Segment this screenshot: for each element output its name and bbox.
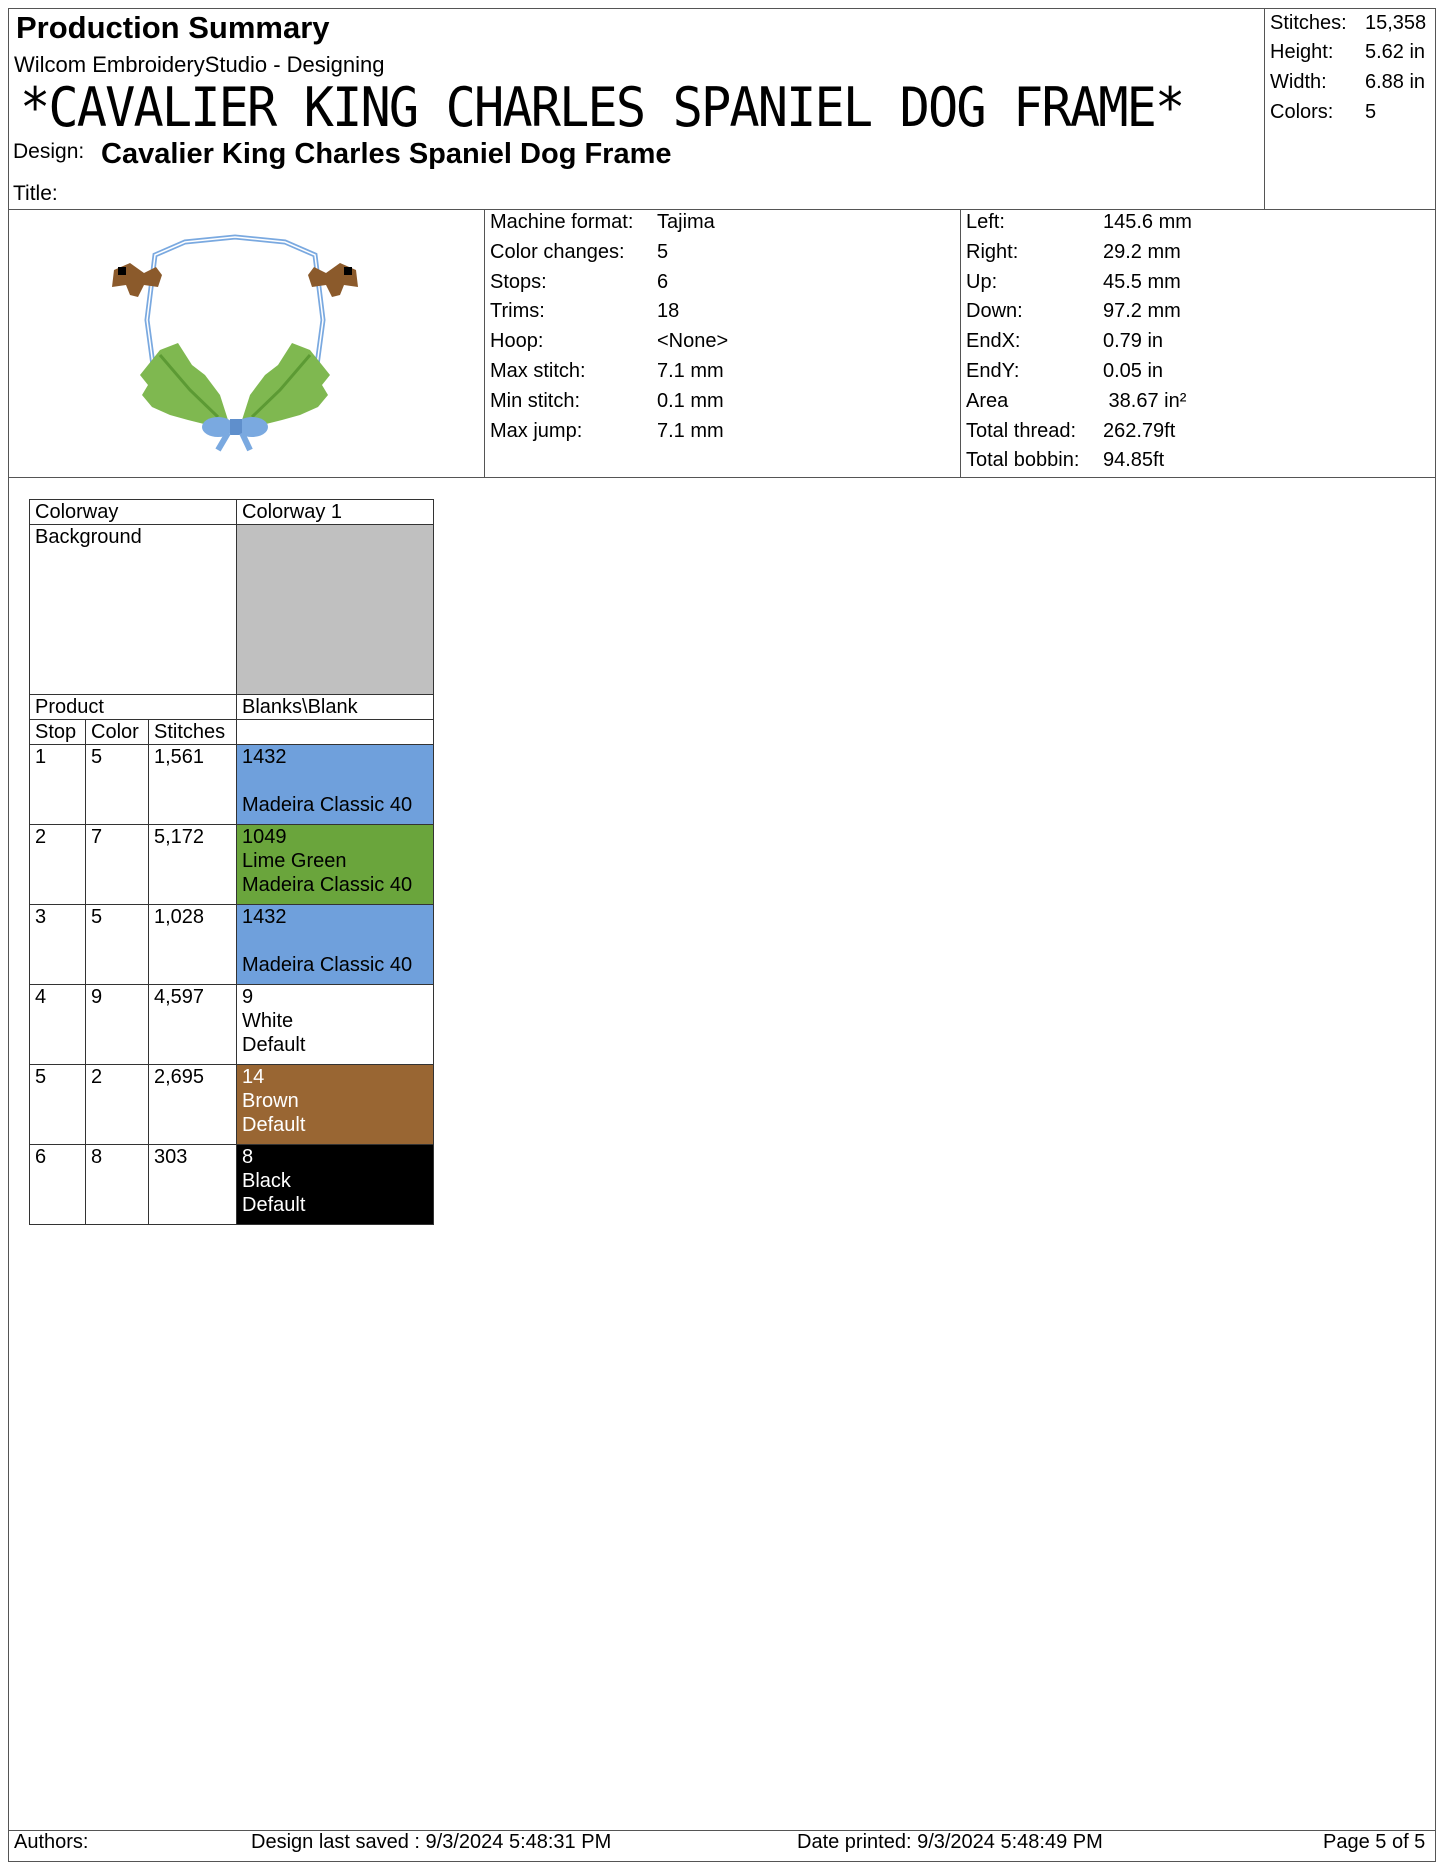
software-name: Wilcom EmbroideryStudio - Designing (14, 52, 385, 77)
header-divider (8, 209, 1436, 210)
dimension-value: 29.2 mm (1103, 240, 1181, 263)
report-title: Production Summary (16, 10, 330, 45)
colors-label: Colors: (1270, 101, 1334, 123)
thread-swatch (237, 985, 434, 1065)
machine-spec-label: Max jump: (490, 419, 583, 442)
thread-swatch (237, 905, 434, 985)
dimension-label: Down: (966, 300, 1023, 323)
stop-stop: 4 (30, 985, 86, 1065)
stop-row (30, 745, 434, 825)
height-value: 5.62 in (1365, 41, 1426, 63)
machine-spec-value: Tajima (657, 211, 715, 233)
stop-color: 2 (86, 1065, 149, 1145)
machine-spec-value: 5 (657, 240, 669, 263)
thread-name: Black (242, 1170, 291, 1192)
info-divider (8, 477, 1436, 478)
stop-row (30, 825, 434, 905)
stop-stitches: 5,172 (149, 825, 237, 905)
product-row (30, 695, 434, 720)
design-preview-image (100, 225, 370, 470)
thread-swatch (237, 745, 434, 825)
footer-page-number: Page 5 of 5 (1323, 1831, 1426, 1853)
machine-spec-label: Color changes: (490, 240, 625, 263)
dimension-label: Up: (966, 270, 998, 293)
summary-divider (1264, 8, 1265, 209)
machine-spec-label: Machine format: (490, 211, 634, 233)
stop-stop: 2 (30, 825, 86, 905)
thread-brand: Default (242, 1194, 306, 1216)
machine-spec-value: 0.1 mm (657, 389, 724, 412)
design-label: Design: (13, 140, 85, 163)
stop-row (30, 985, 434, 1065)
product-value: Blanks\Blank (237, 695, 434, 720)
stop-stop: 5 (30, 1065, 86, 1145)
thread-code: 1432 (242, 906, 287, 928)
machine-spec-value: 6 (657, 270, 669, 293)
thread-name: White (242, 1010, 294, 1032)
thread-swatch (237, 1145, 434, 1225)
machine-spec-value: <None> (657, 330, 729, 353)
dimension-value: 45.5 mm (1103, 270, 1181, 293)
design-name-banner: *CAVALIER KING CHARLES SPANIEL DOG FRAME* (20, 76, 1184, 139)
stop-stitches: 303 (149, 1145, 237, 1225)
footer-last-saved: Design last saved : 9/3/2024 5:48:31 PM (251, 1831, 612, 1853)
stop-color: 7 (86, 825, 149, 905)
background-swatch (237, 525, 434, 695)
thread-name: Lime Green (242, 850, 347, 872)
col-color-header: Color (86, 720, 149, 745)
machine-spec-label: Max stitch: (490, 360, 586, 382)
stop-row (30, 1065, 434, 1145)
colorway-value: Colorway 1 (237, 500, 434, 525)
dimension-label: Right: (966, 240, 1019, 263)
product-label: Product (30, 695, 237, 720)
dimension-label: Total bobbin: (966, 449, 1080, 472)
stop-stitches: 2,695 (149, 1065, 237, 1145)
stop-stop: 1 (30, 745, 86, 825)
stop-color: 5 (86, 905, 149, 985)
stop-stitches: 1,028 (149, 905, 237, 985)
machine-spec-value: 7.1 mm (657, 360, 724, 382)
stop-color: 5 (86, 745, 149, 825)
thread-code: 1049 (242, 826, 287, 848)
thread-code: 1432 (242, 746, 287, 768)
dimension-value: 0.79 in (1103, 330, 1164, 353)
thread-name (242, 769, 428, 793)
preview-divider (484, 209, 485, 477)
stop-row (30, 1145, 434, 1225)
dimension-value: 262.79ft (1103, 419, 1176, 442)
thread-brand: Default (242, 1034, 306, 1056)
stop-stop: 6 (30, 1145, 86, 1225)
dimension-label: Total thread: (966, 419, 1077, 442)
stop-color: 8 (86, 1145, 149, 1225)
thread-swatch (237, 825, 434, 905)
footer-divider (8, 1830, 1436, 1831)
height-label: Height: (1270, 41, 1334, 63)
col-thread-header (237, 720, 434, 745)
machine-spec-label: Trims: (490, 300, 545, 323)
width-value: 6.88 in (1365, 71, 1426, 93)
col-stitches-header: Stitches (149, 720, 237, 745)
stop-color: 9 (86, 985, 149, 1065)
stop-stitches: 1,561 (149, 745, 237, 825)
thread-swatch (237, 1065, 434, 1145)
footer-date-printed: Date printed: 9/3/2024 5:48:49 PM (797, 1831, 1103, 1853)
dimension-value: 38.67 in² (1103, 389, 1187, 412)
thread-name (242, 929, 428, 953)
stop-stop: 3 (30, 905, 86, 985)
stop-row (30, 905, 434, 985)
thread-brand: Madeira Classic 40 (242, 954, 413, 976)
dimension-label: Area (966, 389, 1009, 412)
machine-spec-label: Min stitch: (490, 389, 581, 412)
thread-code: 9 (242, 986, 254, 1008)
stitches-value: 15,358 (1365, 12, 1427, 34)
thread-brand: Madeira Classic 40 (242, 794, 413, 816)
col-stop-header: Stop (30, 720, 86, 745)
dimension-value: 97.2 mm (1103, 300, 1181, 323)
width-label: Width: (1270, 71, 1327, 93)
machine-spec-label: Stops: (490, 270, 547, 293)
dimension-value: 145.6 mm (1103, 211, 1192, 233)
title-label: Title: (13, 182, 58, 205)
stop-stitches: 4,597 (149, 985, 237, 1065)
background-row (30, 525, 434, 695)
thread-code: 14 (242, 1066, 265, 1088)
dimension-label: EndX: (966, 330, 1021, 353)
thread-brand: Madeira Classic 40 (242, 874, 413, 896)
dimension-value: 0.05 in (1103, 360, 1164, 382)
thread-brand: Default (242, 1114, 306, 1136)
column-header-row (30, 720, 434, 745)
design-value: Cavalier King Charles Spaniel Dog Frame (101, 138, 672, 170)
machine-spec-value: 18 (657, 300, 680, 323)
background-label: Background (30, 525, 237, 695)
stitches-label: Stitches: (1270, 12, 1347, 34)
thread-code: 8 (242, 1146, 254, 1168)
colors-value: 5 (1365, 101, 1377, 123)
footer-authors: Authors: (14, 1831, 89, 1853)
dimension-label: EndY: (966, 360, 1020, 382)
colorway-header-row (30, 500, 434, 525)
dimension-value: 94.85ft (1103, 449, 1165, 472)
colorway-table (29, 499, 434, 1225)
colorway-label: Colorway (30, 500, 237, 525)
specs-divider (960, 209, 961, 477)
machine-spec-value: 7.1 mm (657, 419, 724, 442)
dimension-label: Left: (966, 211, 1005, 233)
thread-name: Brown (242, 1090, 299, 1112)
machine-spec-label: Hoop: (490, 330, 544, 353)
